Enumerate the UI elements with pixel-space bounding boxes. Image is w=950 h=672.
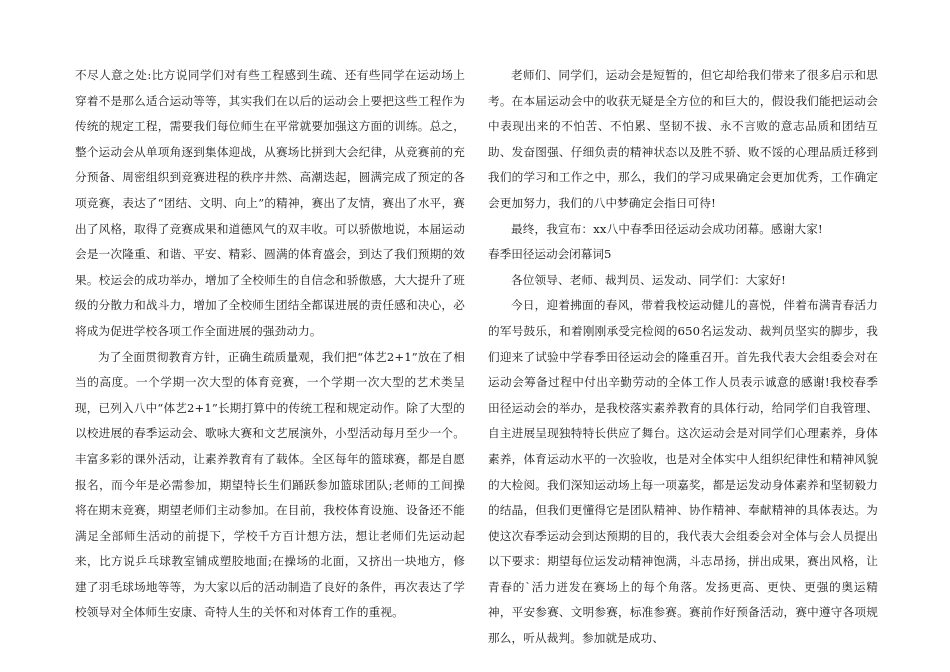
left-paragraph-1: 不尽人意之处:比方说同学们对有些工程感到生疏、还有些同学在运动场上穿着不是那么适合运动等等，其实我们在以后的运动会上要把这些工程作为传统的规定工程，需要我们每位师生在平常就要加强这方面的训练。总之，整个运动会从单项角逐到集体迎战，从赛场比拼到大会纪律，从竞赛前的充分预备、周密组织到竞赛进程的秩序井然、高潮迭起，圆满完成了预定的各项竞赛，表达了“团结、文明、向上”的精神，赛出了友情，赛出了水平，赛出了风格，取得了竞赛成果和道德风气的双丰收。可以骄傲地说，本届运动会是一次隆重、和谐、平安、精彩、圆满的体育盛会，到达了我们预期的效果。校运会的成功举办，增加了全校师生的自信念和骄傲感，大大提升了班级的分散力和战斗力，增加了全校师生团结全都谋进展的责任感和决心，必将成为促进学校各项工作全面进展的强劲动力。 xyxy=(75,68,465,338)
left-column xyxy=(75,63,465,626)
right-paragraph-3: 各位领导、老师、裁判员、运发动、同学们：大家好! xyxy=(511,272,786,287)
right-column xyxy=(488,63,878,652)
right-paragraph-4: 今日，迎着拂面的春风，带着我校运动健儿的喜悦，伴着布满青春活力的军号鼓乐，和着刚刚承受完检阅的650名运发动、裁判员坚实的脚步，我们迎来了试验中学春季田径运动会的隆重召开。首先我代表大会组委会对在运动会筹备过程中付出辛勤劳动的全体工作人员表示诚意的感谢!我校春季田径运动会的举办，是我校落实素养教育的具体行动，给同学们自我管理、自主进展呈现独特特长供应了舞台。这次运动会是对同学们心理素养，身体素养，体育运动水平的一次验收，也是对全体实中人组织纪律性和精神风貌的大检阅。我们深知运动场上每一项嘉奖，都是运发动身体素养和坚韧毅力的结晶，但我们更懂得它是团队精神、协作精神、奉献精神的具体表达。为使这次春季运动会到达预期的目的，我代表大会组委会对全体与会人员提出以下要求：期望每位运发动精神饱满，斗志昂扬，拼出成果，赛出风格，让青春的`活力迸发在赛场上的每个角落。发扬更高、更快、更强的奥运精神，平安参赛、文明参赛，标准参赛。赛前作好预备活动，赛中遵守各项规那么，听从裁判。参加就是成功、 xyxy=(488,298,878,646)
right-paragraph-2: 最终，我宣布：xx八中春季田径运动会成功闭幕。感谢大家! xyxy=(511,221,823,236)
right-paragraph-1: 老师们、同学们，运动会是短暂的，但它却给我们带来了很多启示和思考。在本届运动会中的收获无疑是全方位的和巨大的，假设我们能把运动会中表现出来的不怕苦、不怕累、坚韧不拔、永不言败的意志品质和团结互助、发奋图强、仔细负责的精神状态以及胜不骄、败不馁的心理品质迁移到我们的学习和工作之中，那么，我们的学习成果确定会更加优秀，工作确定会更加努力，我们的八中梦确定会指日可待! xyxy=(488,68,878,210)
section-heading: 春季田径运动会闭幕词5 xyxy=(488,247,612,262)
left-paragraph-2: 为了全面贯彻教育方针，正确生疏质量观，我们把“体艺2+1”放在了相当的高度。一个学期一次大型的体育竞赛，一个学期一次大型的艺术类呈现，已列入八中“体艺2+1”长期打算中的传统工程和规定动作。除了大型的以校进展的春季运动会、歌咏大赛和文艺展演外，小型活动每月至少一个。丰富多彩的课外活动，让素养教育有了载体。全区每年的篮球赛，都是自愿报名，而今年是必需参加，期望特长生们踊跃参加篮球团队;老师的工间操将在期末竞赛，期望老师们主动参加。在目前，我校体育设施、设备还不能满足全部师生活动的前提下，学校千方百计想方法，想让老师们先运动起来，比方说乒乓球教室铺成塑胶地面;在操场的北面，又挤出一块地方，修建了羽毛球场地等等，为大家以后的活动制造了良好的条件，再次表达了学校领导对全体师生安康、奇特人生的关怀和对体育工作的重视。 xyxy=(75,349,465,620)
